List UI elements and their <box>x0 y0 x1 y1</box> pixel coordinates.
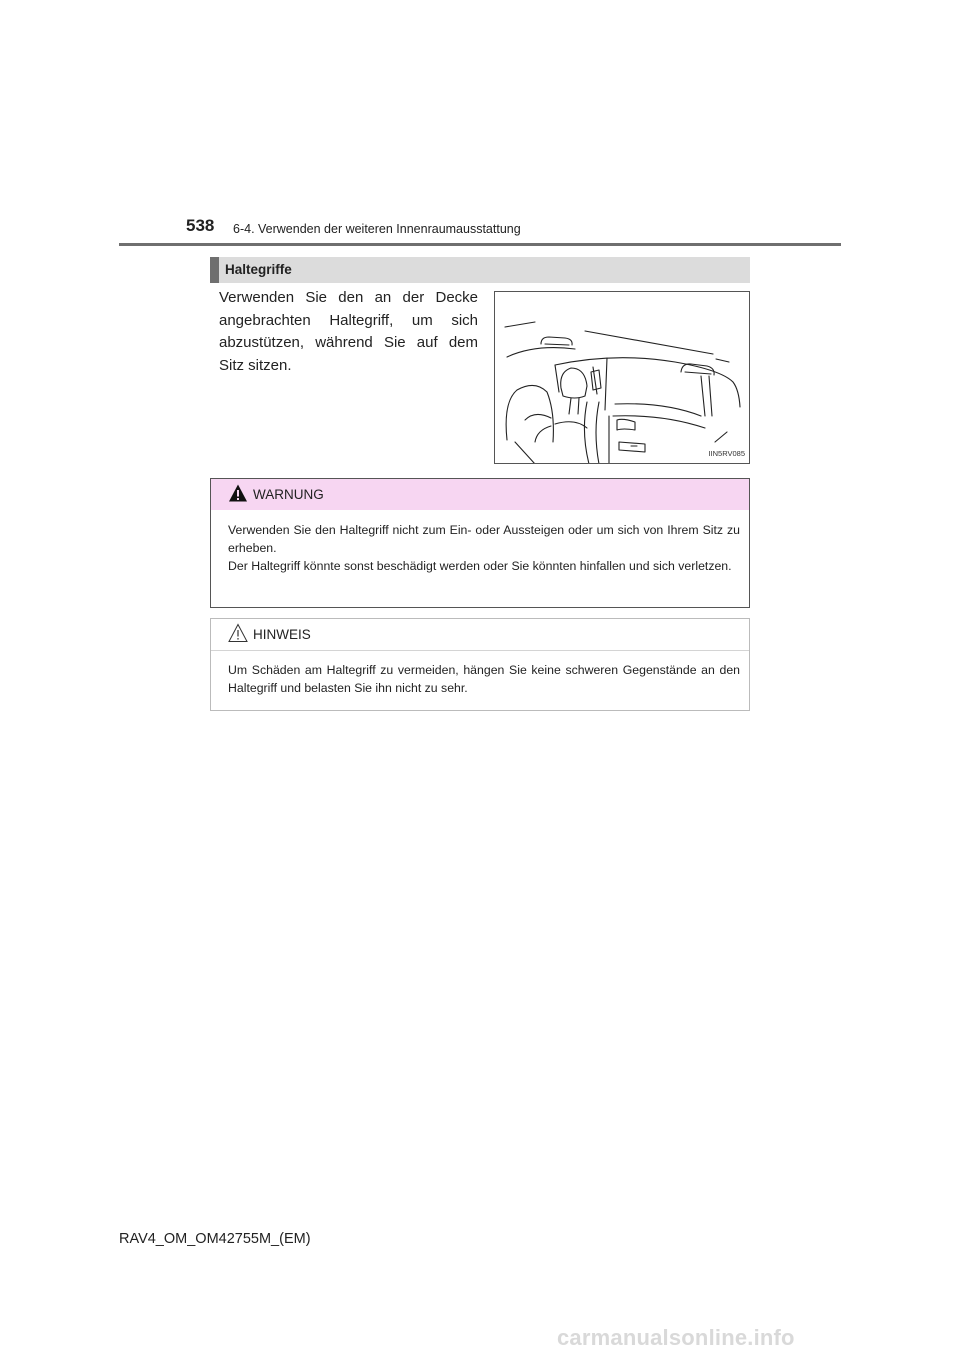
warning-text <box>228 521 740 576</box>
ceiling-assist-grip-illustration <box>495 292 750 464</box>
section-heading <box>210 257 750 283</box>
warning-paragraph: Verwenden Sie den Haltegriff nicht zum Ein- oder Aussteigen oder um sich von Ihrem Sitz zu erheben. <box>228 523 740 556</box>
warning-paragraph: Der Haltegriff könnte sonst beschädigt werden oder Sie könnten hinfallen und sich verletzen. <box>228 559 732 574</box>
caution-triangle-icon <box>228 623 248 643</box>
warning-box <box>210 478 750 608</box>
document-code: RAV4_OM_OM42755M_(EM) <box>119 1231 311 1247</box>
section-body-text: Verwenden Sie den an der Decke angebrachten Haltegriff, um sich abzustützen, während Sie auf dem Sitz sitzen. <box>219 289 478 374</box>
section-heading-label: Haltegriffe <box>225 262 292 277</box>
notice-title: HINWEIS <box>253 627 311 642</box>
notice-box <box>210 618 750 711</box>
notice-text: Um Schäden am Haltegriff zu vermeiden, hängen Sie keine schweren Gegenstände an den Haltegriff und belasten Sie ihn nicht zu sehr. <box>228 663 740 696</box>
warning-title: WARNUNG <box>253 487 324 502</box>
assist-grip-figure <box>494 291 750 464</box>
warning-triangle-icon <box>228 483 248 503</box>
page-number: 538 <box>186 216 215 235</box>
breadcrumb: 6-4. Verwenden der weiteren Innenraumausstattung <box>233 222 521 236</box>
figure-code: IIN5RV085 <box>708 449 745 458</box>
notice-header <box>211 619 749 651</box>
header-divider <box>119 243 841 246</box>
watermark: carmanualsonline.info <box>557 1325 795 1350</box>
warning-header <box>211 479 749 510</box>
